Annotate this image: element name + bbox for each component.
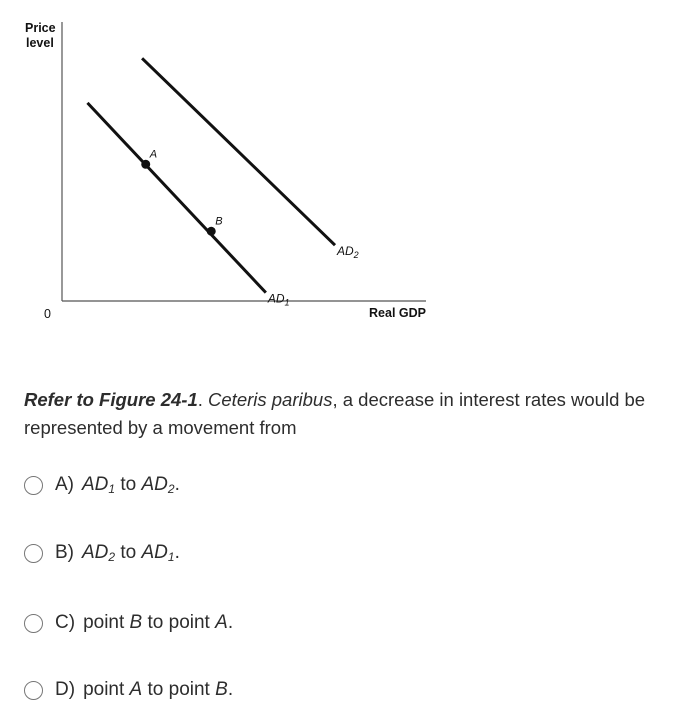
question-text bbox=[24, 386, 674, 442]
option-d-text: point A to point B. bbox=[83, 679, 234, 700]
option-a-letter: A) bbox=[55, 474, 74, 495]
y-axis-label-line1: Price bbox=[25, 21, 56, 35]
option-c-text: point B to point A. bbox=[83, 612, 234, 633]
x-axis-label: Real GDP bbox=[369, 306, 426, 320]
radio-button-c[interactable] bbox=[24, 614, 43, 633]
radio-button-d[interactable] bbox=[24, 681, 43, 700]
option-b-curve1: $AD_2$ bbox=[82, 542, 116, 564]
option-a[interactable] bbox=[24, 474, 180, 496]
point-a-label: A bbox=[149, 148, 158, 161]
ad1-curve bbox=[87, 103, 265, 293]
chart-marks bbox=[87, 58, 358, 307]
ad1-label: $AD_1$ bbox=[267, 291, 290, 308]
option-b-curve2: $AD_1$ bbox=[141, 542, 175, 564]
option-b-text: $AD_2$ to $AD_1$. bbox=[82, 542, 180, 564]
point-b-label: B bbox=[215, 215, 223, 228]
option-a-curve2: $AD_2$ bbox=[141, 474, 175, 496]
option-c-letter: C) bbox=[55, 612, 76, 633]
point-a bbox=[141, 160, 150, 169]
option-b[interactable] bbox=[24, 542, 180, 564]
option-a-text: $AD_1$ to $AD_2$. bbox=[82, 474, 180, 496]
y-axis-label-line2: level bbox=[26, 36, 54, 50]
aggregate-demand-figure bbox=[0, 0, 693, 340]
point-b bbox=[207, 227, 216, 236]
origin-label: 0 bbox=[44, 307, 51, 321]
option-d-letter: D) bbox=[55, 679, 76, 700]
option-c-point1: B bbox=[129, 612, 143, 633]
option-d-point2: B bbox=[215, 679, 228, 700]
figure-reference: Refer to Figure 24-1 bbox=[24, 389, 198, 410]
option-d[interactable] bbox=[24, 679, 233, 701]
question-text-sep: . bbox=[197, 389, 209, 410]
option-c-point2: A bbox=[215, 612, 228, 633]
radio-button-b[interactable] bbox=[24, 544, 43, 563]
ad2-curve bbox=[142, 58, 335, 245]
option-b-letter: B) bbox=[55, 542, 74, 563]
option-a-curve1: $AD_1$ bbox=[82, 474, 116, 496]
radio-button-a[interactable] bbox=[24, 476, 43, 495]
option-c[interactable] bbox=[24, 612, 233, 634]
ceteris-paribus: Ceteris paribus bbox=[208, 389, 333, 410]
question-text-rest: , a decrease in interest rates would be represented by a movement from bbox=[24, 389, 646, 438]
option-d-point1: A bbox=[129, 679, 143, 700]
ad2-label: $AD_2$ bbox=[337, 244, 359, 261]
